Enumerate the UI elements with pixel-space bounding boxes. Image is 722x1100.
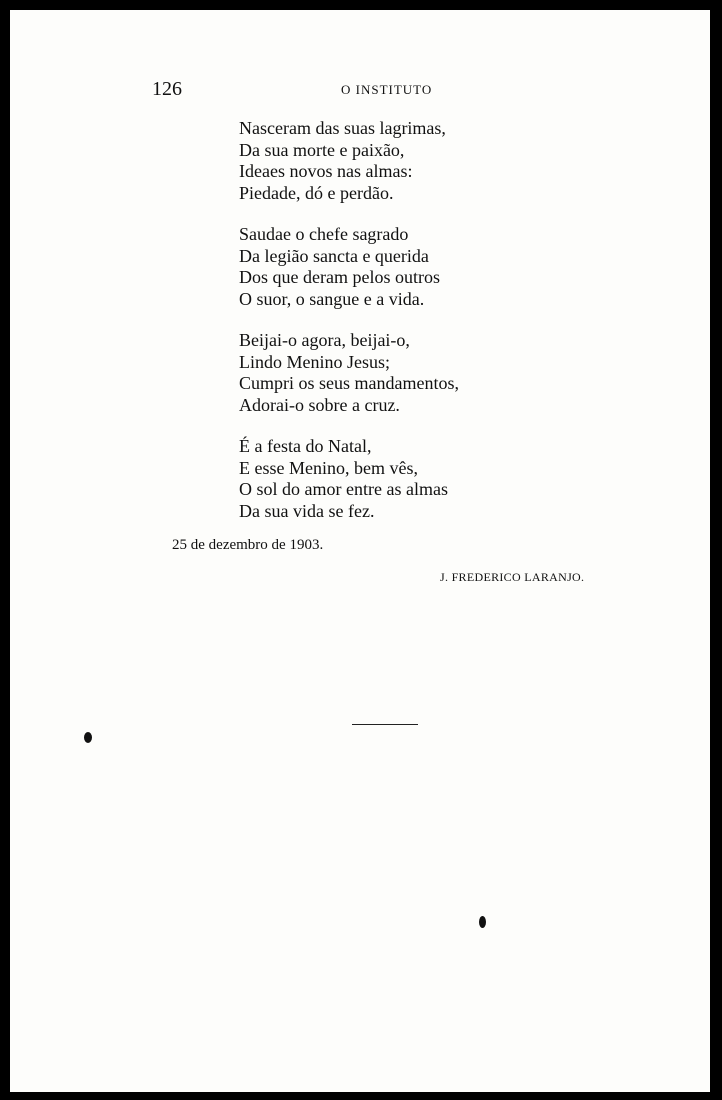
poem	[239, 118, 569, 542]
stanza-1	[239, 118, 569, 204]
poem-line: Da sua morte e paixão,	[239, 139, 405, 160]
stanza-4	[239, 436, 569, 522]
poem-date: 25 de dezembro de 1903.	[172, 537, 324, 553]
running-title: O INSTITUTO	[341, 82, 433, 97]
poem-line: Nasceram das suas lagrimas,	[239, 118, 446, 138]
poem-line: Adorai-o sobre a cruz.	[239, 394, 400, 415]
poem-line: Dos que deram pelos outros	[239, 267, 440, 287]
poem-line: Ideaes novos nas almas:	[239, 161, 413, 181]
poem-line: O sol do amor entre as almas	[239, 479, 448, 499]
poem-line: Piedade, dó e perdão.	[239, 182, 394, 203]
poem-line: Da sua vida se fez.	[239, 500, 375, 521]
book-page	[10, 10, 710, 1092]
author-signature: J. FREDERICO LARANJO.	[440, 570, 585, 584]
poem-line: Lindo Menino Jesus;	[239, 351, 390, 372]
section-divider	[352, 724, 418, 725]
poem-line: E esse Menino, bem vês,	[239, 457, 418, 478]
ink-speck	[479, 916, 486, 928]
poem-line: É a festa do Natal,	[239, 436, 372, 456]
poem-line: Da legião sancta e querida	[239, 245, 429, 266]
poem-line: O suor, o sangue e a vida.	[239, 288, 425, 309]
stanza-3	[239, 330, 569, 416]
ink-speck	[84, 732, 92, 743]
stanza-2	[239, 224, 569, 310]
poem-line: Cumpri os seus mandamentos,	[239, 373, 459, 393]
poem-line: Saudae o chefe sagrado	[239, 224, 409, 244]
poem-line: Beijai-o agora, beijai-o,	[239, 330, 410, 350]
page-number: 126	[152, 78, 182, 100]
